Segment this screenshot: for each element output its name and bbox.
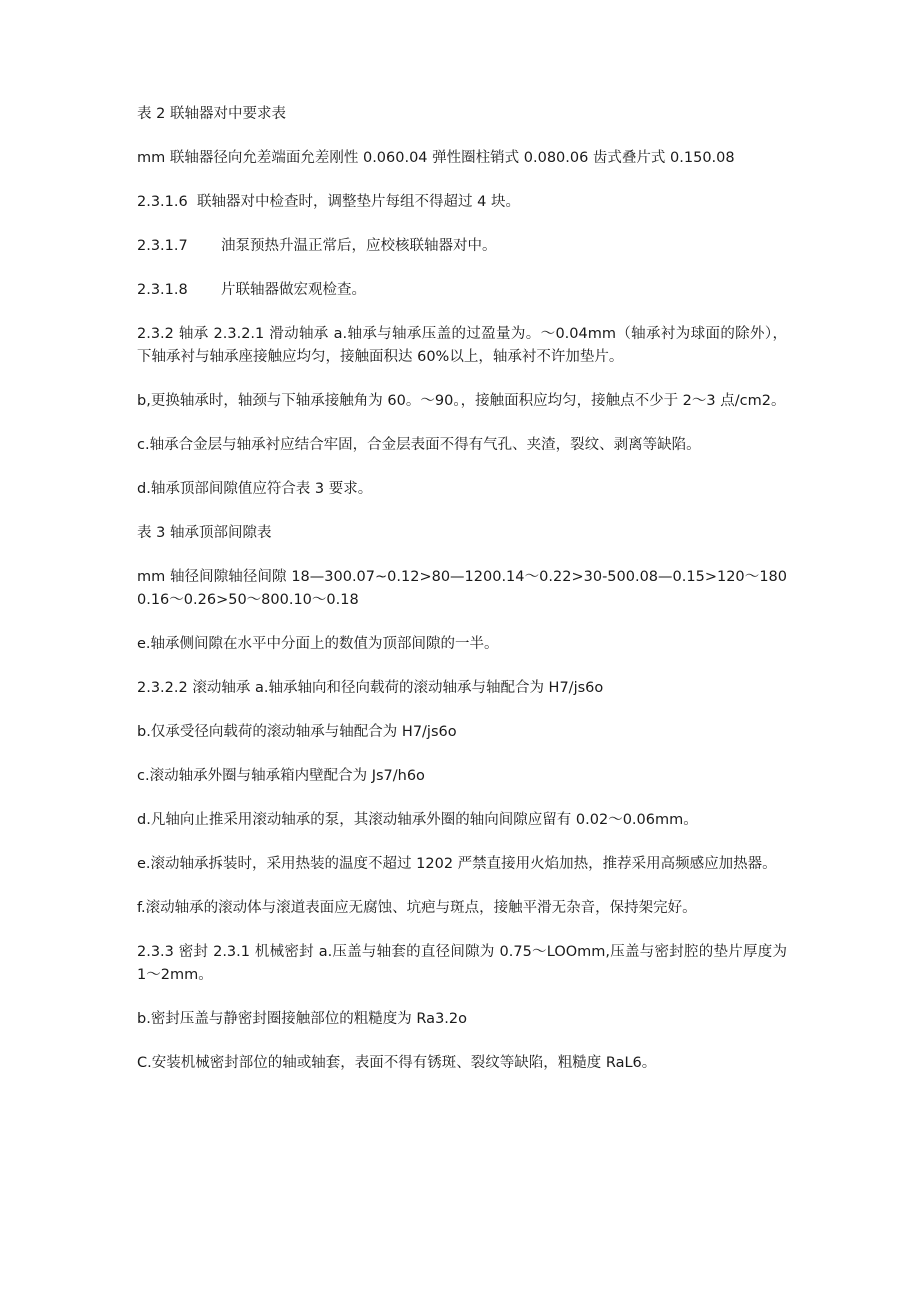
- section-2-3-2: 2.3.2 轴承 2.3.2.1 滑动轴承 a.轴承与轴承压盖的过盈量为。～0.04mm（轴承衬为球面的除外），下轴承衬与轴承座接触应均匀，接触面积达 60%以上，轴承衬不许加垫片。: [137, 326, 787, 365]
- table2-title: 表 2 联轴器对中要求表: [137, 106, 286, 122]
- section-2-3-3: 2.3.3 密封 2.3.1 机械密封 a.压盖与轴套的直径间隙为 0.75～LOOmm,压盖与密封腔的垫片厚度为 1～2mm。: [137, 944, 787, 983]
- section-2-3-2-2-d: d.凡轴向止推采用滚动轴承的泵，其滚动轴承外圈的轴向间隙应留有 0.02～0.06mm。: [137, 812, 698, 828]
- section-2-3-2-d: d.轴承顶部间隙值应符合表 3 要求。: [137, 481, 373, 497]
- section-2-3-1-7: [137, 235, 787, 258]
- table3-data: mm 轴径间隙轴径间隙 18—300.07~0.12>80—1200.14～0.22>30-500.08—0.15>120～1800.16～0.26>50～800.10～0.18: [137, 569, 787, 608]
- section-2-3-2-2-f: f.滚动轴承的滚动体与滚道表面应无腐蚀、坑疤与斑点，接触平滑无杂音，保持架完好。: [137, 900, 697, 916]
- section-2-3-2-2-c: c.滚动轴承外圈与轴承箱内壁配合为 Js7∕h6o: [137, 768, 425, 784]
- section-2-3-1-6: [137, 191, 787, 214]
- section-number: 2.3.1.7: [137, 238, 188, 254]
- section-2-3-1-8: [137, 279, 787, 302]
- section-2-3-2-2-b: b.仅承受径向载荷的滚动轴承与轴配合为 H7∕js6o: [137, 724, 457, 740]
- section-2-3-2-c: c.轴承合金层与轴承衬应结合牢固，合金层表面不得有气孔、夹渣，裂纹、剥离等缺陷。: [137, 437, 701, 453]
- section-2-3-2-e: e.轴承侧间隙在水平中分面上的数值为顶部间隙的一半。: [137, 636, 499, 652]
- section-2-3-2-2-e: e.滚动轴承拆装时，采用热装的温度不超过 1202 严禁直接用火焰加热，推荐采用高频感应加热器。: [137, 856, 777, 872]
- table3-title: 表 3 轴承顶部间隙表: [137, 525, 272, 541]
- section-2-3-3-c: C.安装机械密封部位的轴或轴套，表面不得有锈斑、裂纹等缺陷，粗糙度 RaL6。: [137, 1055, 657, 1071]
- section-2-3-2-b: b,更换轴承时，轴颈与下轴承接触角为 60。～90。，接触面积应均匀，接触点不少于 2～3 点/cm2。: [137, 393, 786, 409]
- table2-data: mm 联轴器径向允差端面允差刚性 0.060.04 弹性圈柱销式 0.080.06 齿式叠片式 0.150.08: [137, 150, 735, 166]
- section-text: 联轴器对中检查时，调整垫片每组不得超过 4 块。: [197, 194, 520, 210]
- section-text: 油泵预热升温正常后，应校核联轴器对中。: [221, 238, 497, 254]
- section-number: 2.3.1.8: [137, 282, 188, 298]
- document-body: [137, 103, 787, 1096]
- section-2-3-3-b: b.密封压盖与静密封圈接触部位的粗糙度为 Ra3.2o: [137, 1011, 467, 1027]
- section-2-3-2-2: 2.3.2.2 滚动轴承 a.轴承轴向和径向载荷的滚动轴承与轴配合为 H7∕js6o: [137, 680, 604, 696]
- section-text: 片联轴器做宏观检查。: [221, 282, 366, 298]
- section-number: 2.3.1.6: [137, 194, 188, 210]
